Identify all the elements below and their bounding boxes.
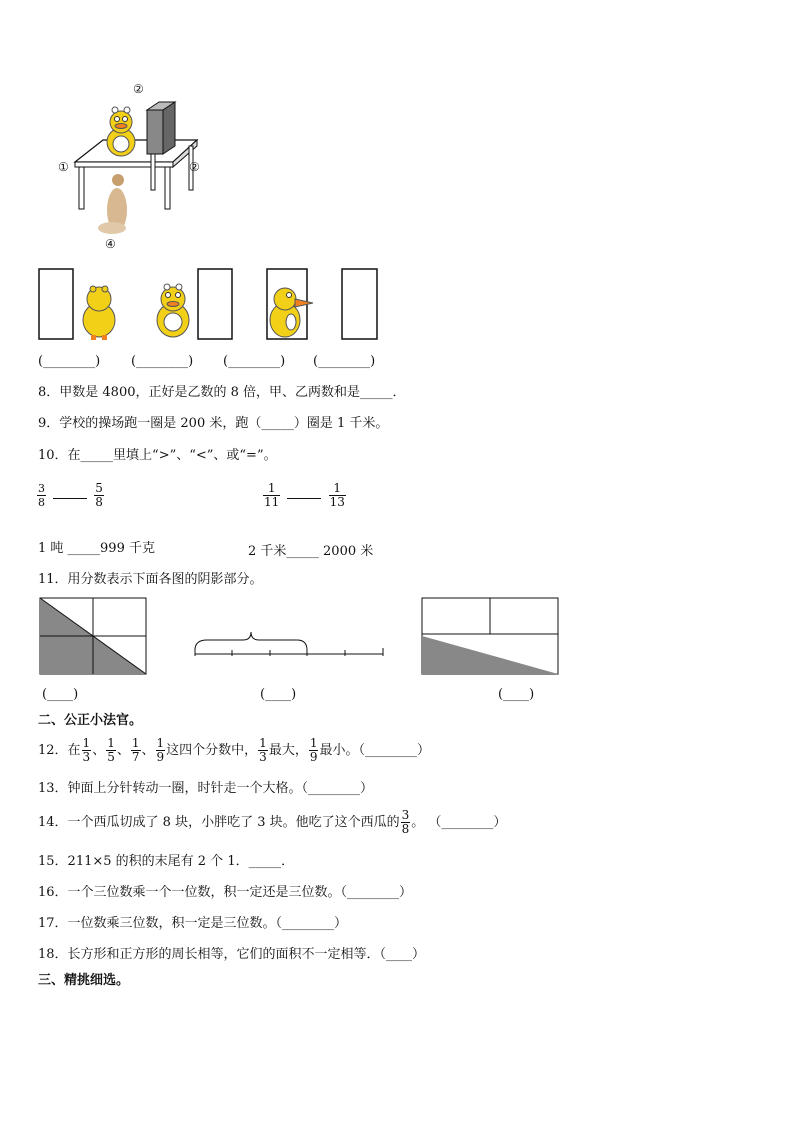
- fraction-numerator: 1: [263, 482, 280, 496]
- question-14-tail: 。 （________）: [411, 815, 507, 830]
- fraction-numerator: 1: [329, 482, 346, 496]
- answer-blank[interactable]: [287, 498, 321, 499]
- question-12-prefix: 12．在: [38, 743, 81, 758]
- question-13: 13．钟面上分针转动一圈，时针走一个大格。（________）: [38, 781, 374, 796]
- q10-compare-2: [262, 482, 347, 509]
- view-answer-4[interactable]: (________): [313, 354, 376, 369]
- label-left: ①: [58, 160, 69, 174]
- view-answer-2[interactable]: (________): [131, 354, 194, 369]
- fraction-denominator: 13: [329, 495, 345, 509]
- section-3-heading: 三、精挑细选。: [38, 973, 130, 988]
- q10-compare-4: 2 千米_____ 2000 米: [248, 544, 374, 559]
- fraction-numerator: 1: [259, 736, 267, 750]
- answer-blank[interactable]: [53, 498, 87, 499]
- question-16: 16．一个三位数乘一个一位数，积一定还是三位数。（________）: [38, 885, 413, 900]
- view-options: [35, 265, 385, 345]
- question-9-text-end: ）圈是 1 千米。: [293, 416, 389, 431]
- view-answer-1[interactable]: (________): [38, 354, 101, 369]
- q11-answer-3[interactable]: (____): [498, 687, 535, 702]
- fraction-numerator: 1: [107, 736, 115, 750]
- question-12-s1: 最大，: [268, 743, 308, 758]
- view-answer-3[interactable]: (________): [223, 354, 286, 369]
- fraction-numerator: 3: [38, 482, 45, 495]
- fraction-numerator: 1: [309, 736, 318, 750]
- q10-compare-3: 1 吨 _____999 千克: [38, 541, 155, 556]
- fraction-denominator: 5: [107, 750, 115, 764]
- fraction-denominator: 8: [95, 495, 103, 509]
- fraction-numerator: 5: [95, 481, 103, 495]
- question-15: 15．211×5 的积的末尾有 2 个 1．_____．: [38, 854, 295, 869]
- label-bottom: ④: [105, 237, 116, 251]
- section-2-heading: 二、公正小法官。: [38, 713, 143, 728]
- fraction-denominator: 11: [264, 495, 280, 509]
- fraction-numerator: 3: [401, 808, 410, 822]
- question-14-text: 14．一个西瓜切成了 8 块，小胖吃了 3 块。他吃了这个西瓜的: [38, 815, 400, 830]
- fraction-denominator: 7: [131, 750, 140, 764]
- q11-answer-2[interactable]: (____): [260, 687, 297, 702]
- label-top: ②: [133, 82, 144, 96]
- fraction-denominator: 3: [259, 750, 267, 764]
- fraction-numerator: 1: [82, 736, 91, 750]
- question-12-s2: 最小。（________）: [319, 743, 430, 758]
- q11-answer-1[interactable]: (____): [42, 687, 79, 702]
- fraction-denominator: 9: [156, 750, 165, 764]
- fraction-denominator: 8: [38, 496, 45, 509]
- fraction-denominator: 9: [309, 750, 318, 764]
- question-11: 11．用分数表示下面各图的阴影部分。: [38, 572, 263, 587]
- fraction-numerator: 1: [156, 736, 165, 750]
- question-8: 8．甲数是 4800，正好是乙数的 8 倍，甲、乙两数和是_____．: [38, 385, 406, 400]
- question-9: [38, 415, 388, 433]
- question-18: 18．长方形和正方形的周长相等，它们的面积不一定相等．（____）: [38, 947, 426, 962]
- q10-compare-1: [36, 482, 105, 509]
- question-17: 17．一位数乘三位数，积一定是三位数。（________）: [38, 916, 348, 931]
- question-12-mid: 这四个分数中，: [166, 743, 258, 758]
- question-9-text: 9．学校的操场跑一圈是 200 米，跑（: [38, 416, 262, 431]
- question-12: 12．在 $\frac{1}{3}$ 、 $\frac{1}{5}$ 、 $\frac{1}{7}$ 、 $\frac{1}{9}$ 这四个分数中， $\frac{1}{3}$ 最大， $\frac{1}{9}$ 最小。（________）: [38, 736, 430, 764]
- question-9-blank[interactable]: _____: [261, 416, 294, 431]
- observation-figure: [55, 80, 215, 255]
- label-right: ②: [189, 160, 200, 174]
- fraction-denominator: 3: [82, 750, 91, 764]
- question-14: [38, 804, 506, 842]
- q11-figures: [35, 596, 565, 681]
- question-10: 10．在_____里填上“>”、“<”、或“=”。: [38, 448, 277, 463]
- fraction-denominator: 8: [401, 822, 410, 836]
- fraction-numerator: 1: [131, 736, 140, 750]
